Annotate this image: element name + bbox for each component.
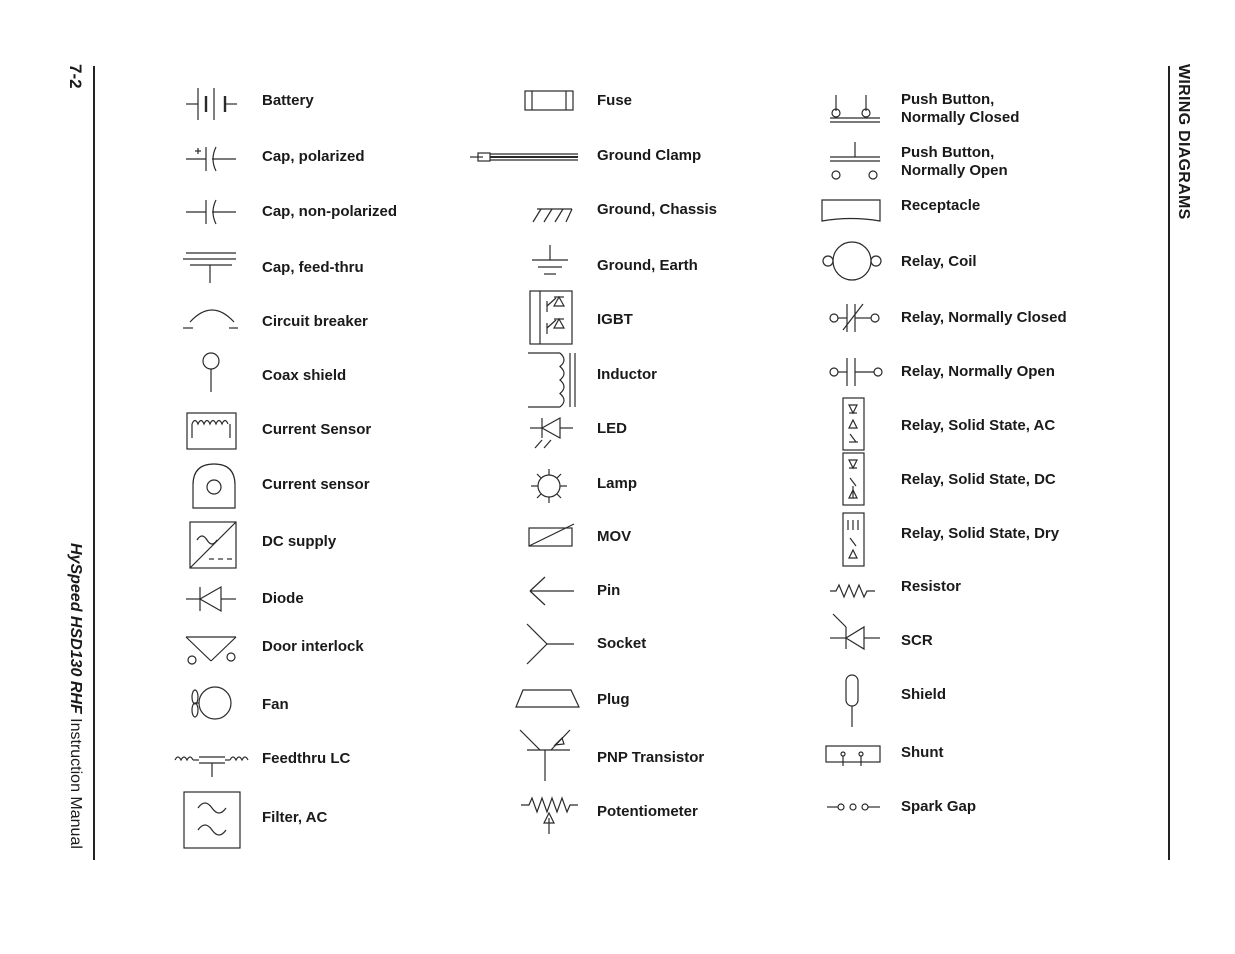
led-icon bbox=[530, 418, 573, 448]
label-push-button-nc-line1: Push Button, bbox=[901, 91, 995, 108]
label-scr: SCR bbox=[901, 632, 933, 649]
manual-name: Instruction Manual bbox=[67, 713, 84, 849]
label-door-interlock: Door interlock bbox=[262, 638, 364, 655]
fan-icon bbox=[192, 687, 231, 719]
igbt-icon bbox=[530, 291, 572, 344]
ground-chassis-icon bbox=[533, 209, 572, 222]
socket-icon bbox=[527, 624, 574, 664]
label-potentiometer: Potentiometer bbox=[597, 803, 698, 820]
fuse-icon bbox=[525, 91, 573, 110]
pnp-transistor-icon bbox=[520, 730, 570, 781]
inductor-icon bbox=[528, 353, 575, 407]
relay-ss-ac-icon bbox=[843, 398, 864, 450]
resistor-icon bbox=[830, 585, 875, 597]
current-sensor-ring-icon bbox=[193, 464, 235, 508]
label-pin: Pin bbox=[597, 582, 621, 599]
relay-ss-dry-icon bbox=[843, 513, 864, 566]
label-mov: MOV bbox=[597, 528, 632, 545]
relay-ss-dc-icon bbox=[843, 453, 864, 505]
receptacle-icon bbox=[822, 200, 880, 221]
label-push-button-no bbox=[901, 144, 1008, 180]
shunt-icon bbox=[826, 746, 880, 766]
label-relay-ss-dry: Relay, Solid State, Dry bbox=[901, 525, 1060, 542]
shield-icon bbox=[846, 675, 858, 727]
ground-earth-icon bbox=[532, 245, 568, 274]
potentiometer-icon bbox=[521, 798, 578, 834]
section-title: WIRING DIAGRAMS bbox=[1175, 64, 1192, 220]
ground-clamp-icon bbox=[470, 153, 578, 161]
product-name: HySpeed HSD130 RHF bbox=[67, 543, 84, 714]
label-ground-clamp: Ground Clamp bbox=[597, 147, 702, 164]
scr-icon bbox=[830, 614, 880, 649]
cap-polarized-icon bbox=[186, 147, 236, 171]
label-feedthru-lc: Feedthru LC bbox=[262, 750, 351, 767]
current-sensor-box-icon bbox=[187, 413, 236, 449]
filter-ac-icon bbox=[184, 792, 240, 848]
push-button-no-icon bbox=[830, 142, 880, 179]
label-relay-ss-dc: Relay, Solid State, DC bbox=[901, 471, 1056, 488]
pin-icon bbox=[530, 577, 574, 605]
label-led: LED bbox=[597, 420, 627, 437]
label-pnp-transistor: PNP Transistor bbox=[597, 749, 705, 766]
label-receptacle: Receptacle bbox=[901, 197, 981, 214]
label-push-button-no-line1: Push Button, bbox=[901, 144, 995, 161]
dc-supply-icon bbox=[190, 522, 236, 568]
label-spark-gap: Spark Gap bbox=[901, 798, 977, 815]
label-current-sensor-1: Current Sensor bbox=[262, 421, 372, 438]
mov-icon bbox=[529, 524, 574, 546]
label-diode: Diode bbox=[262, 590, 304, 607]
label-dc-supply: DC supply bbox=[262, 533, 337, 550]
label-socket: Socket bbox=[597, 635, 647, 652]
relay-nc-icon bbox=[830, 304, 879, 332]
label-coax-shield: Coax shield bbox=[262, 367, 347, 384]
label-fuse: Fuse bbox=[597, 92, 633, 109]
label-filter-ac: Filter, AC bbox=[262, 809, 328, 826]
label-push-button-nc-line2: Normally Closed bbox=[901, 109, 1020, 126]
relay-coil-icon bbox=[823, 242, 881, 280]
cap-feed-thru-icon bbox=[183, 253, 236, 283]
push-button-nc-icon bbox=[830, 95, 880, 122]
cap-non-polarized-icon bbox=[186, 200, 236, 224]
label-relay-ss-ac: Relay, Solid State, AC bbox=[901, 417, 1056, 434]
circuit-breaker-icon bbox=[183, 310, 238, 328]
label-inductor: Inductor bbox=[597, 366, 657, 383]
label-push-button-no-line2: Normally Open bbox=[901, 162, 1008, 179]
relay-no-icon bbox=[830, 358, 882, 386]
lamp-icon bbox=[531, 469, 567, 503]
spark-gap-icon bbox=[827, 804, 880, 810]
coax-shield-icon bbox=[203, 353, 219, 392]
page-number: 7-2 bbox=[66, 64, 85, 89]
label-cap-non-polarized: Cap, non-polarized bbox=[262, 203, 397, 220]
label-lamp: Lamp bbox=[597, 475, 638, 492]
diode-icon bbox=[186, 587, 236, 611]
label-battery: Battery bbox=[262, 92, 314, 109]
label-plug: Plug bbox=[597, 691, 630, 708]
label-fan: Fan bbox=[262, 696, 289, 713]
label-ground-chassis: Ground, Chassis bbox=[597, 201, 718, 218]
label-relay-coil: Relay, Coil bbox=[901, 253, 977, 270]
label-cap-polarized: Cap, polarized bbox=[262, 148, 365, 165]
label-igbt: IGBT bbox=[597, 311, 633, 328]
label-ground-earth: Ground, Earth bbox=[597, 257, 698, 274]
label-relay-nc: Relay, Normally Closed bbox=[901, 309, 1067, 326]
label-current-sensor-2: Current sensor bbox=[262, 476, 370, 493]
plug-icon bbox=[516, 690, 579, 707]
door-interlock-icon bbox=[186, 637, 236, 664]
label-relay-no: Relay, Normally Open bbox=[901, 363, 1055, 380]
label-shield: Shield bbox=[901, 686, 947, 703]
battery-icon bbox=[186, 88, 237, 120]
label-cap-feed-thru: Cap, feed-thru bbox=[262, 259, 364, 276]
label-push-button-nc bbox=[901, 91, 1019, 127]
label-shunt: Shunt bbox=[901, 744, 944, 761]
label-resistor: Resistor bbox=[901, 578, 962, 595]
label-circuit-breaker: Circuit breaker bbox=[262, 313, 368, 330]
feedthru-lc-icon bbox=[175, 757, 248, 777]
